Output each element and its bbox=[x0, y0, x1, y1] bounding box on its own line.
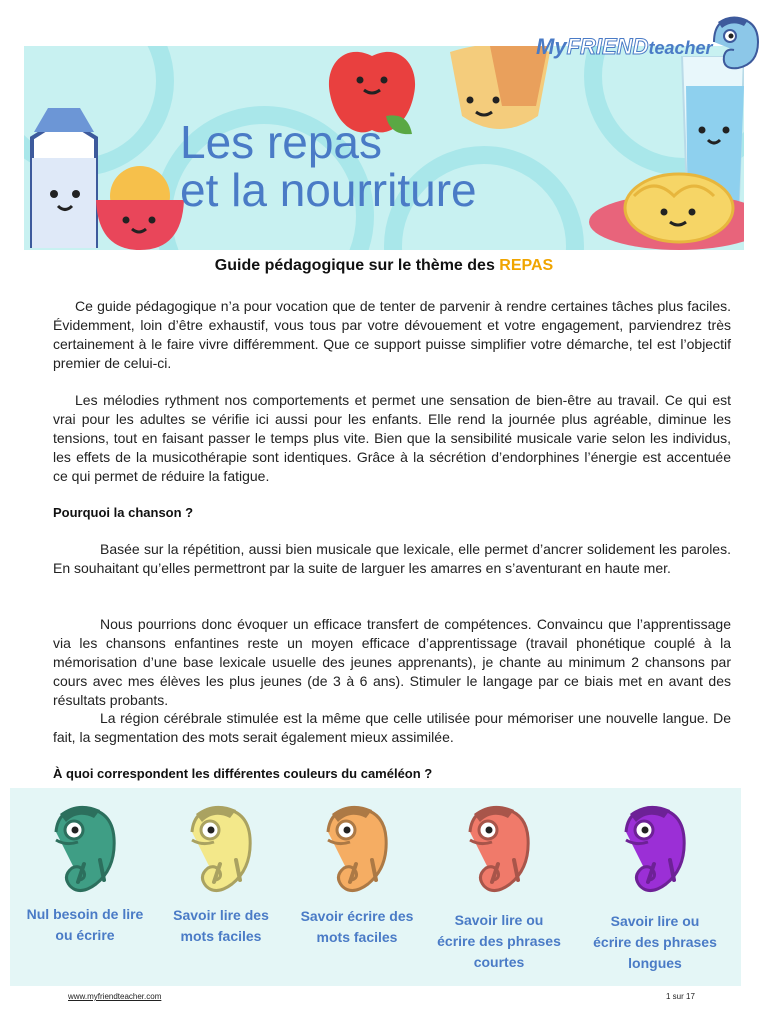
subtitle-text: Guide pédagogique sur le thème des bbox=[214, 257, 500, 274]
section-heading-why-song: Pourquoi la chanson ? bbox=[53, 505, 194, 520]
title-line-2: et la nourriture bbox=[180, 164, 477, 216]
footer-website-link[interactable]: www.myfriendteacher.com bbox=[68, 992, 162, 1001]
chameleon-label: Savoir lire ou écrire des phrases courtes bbox=[437, 912, 561, 970]
brand-logo bbox=[536, 22, 766, 82]
section1-paragraph-1: Basée sur la répétition, aussi bien musicale que lexicale, elle permet d’ancrer solidement les paroles. En souhaitant qu’elles permettront par la suite de larguer les amarres en s’aventurant en haute mer. bbox=[53, 541, 731, 576]
logo-my: My bbox=[536, 34, 567, 59]
chameleon-card-orange bbox=[292, 788, 422, 986]
chameleon-legend bbox=[10, 788, 741, 986]
cereal-bowl-illustration bbox=[90, 166, 190, 250]
chameleon-label: Savoir lire ou écrire des phrases longues bbox=[593, 913, 717, 971]
section1-paragraph-3: La région cérébrale stimulée est la même que celle utilisée pour mémoriser une nouvelle langue. De fait, la segmentation des mots serait également mieux assimilée. bbox=[53, 710, 731, 745]
chameleon-card-yellow bbox=[156, 788, 286, 986]
section1-paragraph-2: Nous pourrions donc évoquer un efficace transfert de compétences. Convaincu que l’apprentissage via les chansons enfantines reste un moyen efficace d’apprentissage (travail phonétique couplé à la mémorisation d’une base lexicale usuelle des jeunes apprenants), je chante au minimum 2 chansons par cours avec mes élèves les plus jeunes (de 3 à 6 ans). Stimuler le langage par ce biais met en avant des résultats probants. bbox=[53, 616, 731, 708]
intro-paragraph-2: Les mélodies rythment nos comportements et permet une sensation de bien-être au travail. Ce qui est vrai pour les adultes se vérifie ici aussi pour les enfants. Elle rend la journée plus agréable, diminue les tensions, tout en faisant passer le temps plus vite. Bien que la sensibilité musicale varie selon les individus, les effets de la musicothérapie sont identiques. Grâce à la sécrétion d’endorphines l’énergie est accentuée ce qui permet de réduire la fatigue. bbox=[53, 392, 731, 484]
chameleon-card-green bbox=[20, 788, 150, 986]
chameleon-mascot-icon bbox=[704, 12, 762, 74]
chameleon-card-purple bbox=[590, 788, 720, 986]
page-title bbox=[180, 118, 477, 214]
chameleon-label: Nul besoin de lire ou écrire bbox=[26, 906, 144, 943]
chameleon-label: Savoir écrire des mots faciles bbox=[300, 908, 414, 945]
logo-wordmark bbox=[536, 34, 713, 60]
chameleon-purple-icon bbox=[614, 802, 698, 898]
logo-teacher: teacher bbox=[648, 38, 713, 58]
chameleon-card-red bbox=[434, 788, 564, 986]
intro-paragraph-1: Ce guide pédagogique n’a pour vocation que de tenter de parvenir à rendre certaines tâches plus faciles. Évidemment, loin d’être exhaustif, vous tous par votre dévouement et votre engagement, parviendrez très certainement à le faire vivre différemment. Que ce support puisse simplifier votre démarche, tel est l’objectif premier de celui-ci. bbox=[53, 298, 731, 371]
chameleon-orange-icon bbox=[316, 802, 400, 898]
page-number: 1 sur 17 bbox=[666, 992, 695, 1001]
logo-friend: FRIEND bbox=[566, 34, 649, 59]
section-heading-chameleon-colors: À quoi correspondent les différentes couleurs du caméléon ? bbox=[53, 766, 433, 781]
guide-subtitle bbox=[0, 257, 768, 275]
chameleon-label: Savoir lire des mots faciles bbox=[173, 907, 269, 944]
chameleon-green-icon bbox=[44, 802, 128, 898]
subtitle-highlight: REPAS bbox=[499, 257, 554, 274]
chameleon-red-icon bbox=[458, 802, 542, 898]
title-line-1: Les repas bbox=[180, 116, 383, 168]
spaghetti-plate-illustration bbox=[584, 156, 744, 250]
chameleon-yellow-icon bbox=[180, 802, 264, 898]
